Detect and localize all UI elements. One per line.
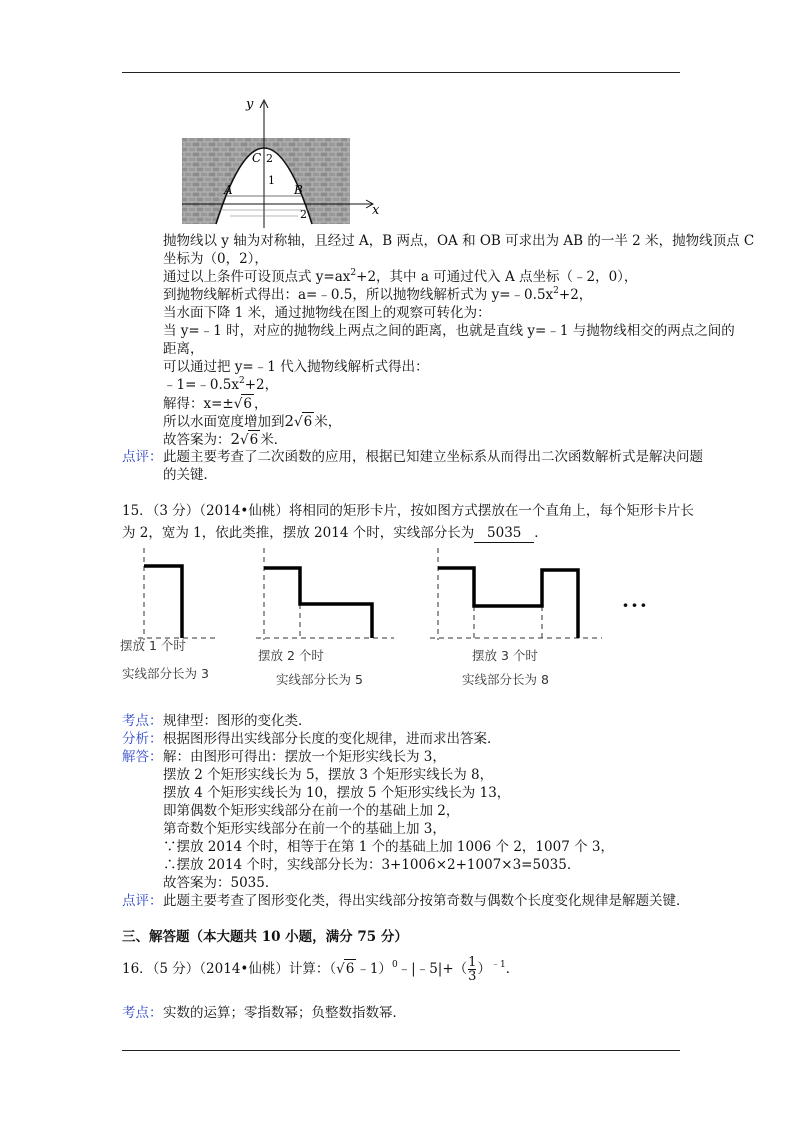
q14-review-line1: 此题主要考查了二次函数的应用，根据已知建立坐标系从而得出二次函数解析式是解决问题	[163, 449, 703, 465]
graph-label-c: C	[252, 151, 262, 165]
q15-fig2-caption1: 摆放 2 个时	[258, 648, 324, 663]
q14-line1: 抛物线以 y 轴为对称轴，且经过 A，B 两点，OA 和 OB 可求出为 AB 的一半 2 米，抛物线顶点 C	[163, 233, 755, 249]
q15-jieda-line: 故答案为：5035．	[163, 875, 279, 891]
q15-kaodian: 规律型：图形的变化类．	[163, 713, 312, 729]
q14-line6: 当 y=﹣1 时，对应的抛物线上两点之间的距离，也就是直线 y=﹣1 与抛物线相交的两点之间的	[163, 323, 735, 339]
q14-line5: 当水面下降 1 米，通过抛物线在图上的观察可转化为：	[163, 305, 491, 321]
q15-ellipsis: ···	[622, 593, 649, 617]
q15-fenxi: 根据图形得出实线部分长度的变化规律，进而求出答案．	[163, 731, 501, 747]
q15-jieda-label: 解答：	[122, 749, 163, 765]
q14-line2: 坐标为（0，2），	[163, 251, 268, 267]
q15-stem-line2: 为 2，宽为 1，依此类推，摆放 2014 个时，实线部分长为 5035 ．	[122, 525, 548, 541]
q15-answer: 5035	[474, 524, 534, 543]
graph-label-b: B	[294, 183, 303, 197]
graph-tick-2-top: 2	[266, 152, 273, 165]
graph-tick-1: 1	[268, 174, 275, 187]
q14-line12: 故答案为：2√6 米．	[163, 430, 288, 448]
q14-line11: 所以水面宽度增加到2√6 米，	[163, 412, 342, 430]
graph-label-a: A	[224, 183, 233, 197]
q14-line3: 通过以上条件可设顶点式 $y=ax^2+2$，其中 a 可通过代入 A 点坐标（﹣2，0），	[163, 268, 638, 285]
q16-kaodian: 实数的运算；零指数幂；负整数指数幂．	[163, 1005, 406, 1021]
q15-figure-1	[138, 548, 218, 644]
q15-jieda-line: 摆放 2 个矩形实线长为 5，摆放 3 个矩形实线长为 8，	[163, 767, 494, 783]
q15-stem-line1: 15．（3 分）（2014•仙桃）将相同的矩形卡片，按如图方式摆放在一个直角上，每个矩形卡片长	[122, 503, 694, 519]
q15-fenxi-label: 分析：	[122, 731, 163, 747]
q15-fig1-caption2: 实线部分长为 3	[122, 666, 209, 681]
q14-review-label: 点评：	[122, 449, 163, 465]
q14-line8: 可以通过把 y=﹣1 代入抛物线解析式得出：	[163, 359, 429, 375]
q16-stem: 16．（5 分）（2014•仙桃）计算：（√6 ﹣1）$^0$﹣|﹣5|+（ $\frac{1}{3}$ ）$^{﹣1}$．	[122, 955, 520, 984]
top-rule	[122, 72, 680, 73]
q15-fig1-caption1: 摆放 1 个时	[120, 638, 186, 653]
q14-line9: $﹣1=﹣0.5x^2+2$，	[163, 376, 279, 393]
graph-y-label: y	[246, 97, 254, 112]
q15-review-label: 点评：	[122, 893, 163, 909]
graph-x-label: x	[372, 203, 380, 218]
q15-fig3-caption2: 实线部分长为 8	[462, 672, 549, 687]
q16-kaodian-label: 考点：	[122, 1005, 163, 1021]
q15-jieda-line: 即第偶数个矩形实线部分在前一个的基础上加 2，	[163, 803, 460, 819]
section-heading: 三、解答题（本大题共 10 小题，满分 75 分）	[122, 929, 408, 945]
q14-line10: 解得：x=±√6 ，	[163, 396, 268, 412]
q15-fig2-caption2: 实线部分长为 5	[276, 672, 363, 687]
q15-figure-2	[256, 548, 396, 644]
q15-jieda-line: 解：由图形可得出：摆放一个矩形实线长为 3，	[163, 749, 446, 765]
q15-figure-3	[430, 548, 605, 644]
q15-jieda-line: ∴摆放 2014 个时，实线部分长为：3+1006×2+1007×3=5035．	[163, 857, 581, 873]
q15-kaodian-label: 考点：	[122, 713, 163, 729]
q15-review: 此题主要考查了图形变化类，得出实线部分按第奇数与偶数个长度变化规律是解题关键．	[163, 893, 690, 909]
bottom-rule	[122, 1050, 680, 1051]
parabola-bridge-graph	[176, 92, 386, 232]
q15-jieda-line: 第奇数个矩形实线部分在前一个的基础上加 3，	[163, 821, 446, 837]
q14-review-line2: 的关键．	[163, 467, 217, 483]
q14-line7: 距离，	[163, 341, 204, 357]
graph-tick-2-right: 2	[300, 208, 307, 221]
q15-jieda-line: 摆放 4 个矩形实线长为 10，摆放 5 个矩形实线长为 13，	[163, 785, 511, 801]
q14-line4: 到抛物线解析式得出：a=﹣0.5，所以抛物线解析式为 $y=﹣0.5x^2+2$，	[163, 286, 593, 303]
q15-jieda-line: ∵摆放 2014 个时，相等于在第 1 个的基础上加 1006 个 2，1007 个 3，	[163, 839, 614, 855]
q15-fig3-caption1: 摆放 3 个时	[472, 648, 538, 663]
